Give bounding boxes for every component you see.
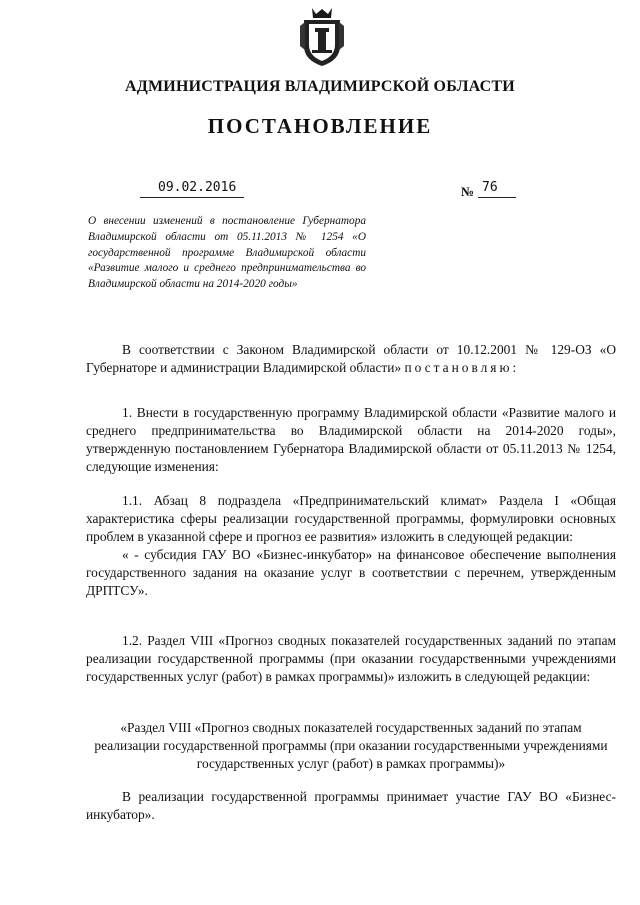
quoted-section-title: «Раздел VIII «Прогноз сводных показателей государственных заданий по этапам реализации государственной программы (при оказании государственными учреждениями государственных услуг (работ) в рамках программы)» (94, 720, 608, 771)
item-1-2-text: 1.2. Раздел VIII «Прогноз сводных показателей государственных заданий по этапам реализации государственной программы (при оказании государственными учреждениями государственных услуг (работ) в рамках программы)» изложить в следующей редакции: (86, 633, 616, 684)
item-1-1-text: 1.1. Абзац 8 подраздела «Предпринимательский климат» Раздела I «Общая характеристика сферы реализации государственной программы, формулировки основных проблем в указанной сфере и прогноз ее развития» изложить в следующей редакции: (86, 493, 616, 544)
document-date: 09.02.2016 (140, 180, 244, 198)
document-number: 76 (478, 180, 516, 198)
item-1-1 (86, 492, 616, 600)
preamble-text: В соответствии с Законом Владимирской области от 10.12.2001 № 129-ОЗ «О Губернаторе и администрации Владимирской области» (86, 342, 616, 375)
item-1-text: 1. Внести в государственную программу Владимирской области «Развитие малого и среднего предпринимательства во Владимирской области на 2014-2020 годы», утвержденную постановлением Губернатора Владимирской области от 05.11.2013 № 1254, следующие изменения: (86, 405, 616, 474)
document-number-label: № (461, 184, 475, 199)
closing-paragraph (86, 788, 616, 824)
item-1 (86, 404, 616, 476)
preamble (86, 341, 616, 377)
preamble-decision: постановляю: (404, 360, 520, 375)
document-subject: О внесении изменений в постановление Губернатора Владимирской области от 05.11.2013 № 1254 «О государственной программе Владимирской области «Развитие малого и среднего предпринимательства во Владимирской области на 2014-2020 годы» (88, 215, 366, 291)
item-1-1-new-text: « - субсидия ГАУ ВО «Бизнес-инкубатор» на финансовое обеспечение выполнения государственного задания на оказание услуг в соответствии с перечнем, утвержденным ДРПТСУ». (86, 547, 616, 598)
item-1-2 (86, 632, 616, 686)
document-type: ПОСТАНОВЛЕНИЕ (207, 114, 433, 138)
closing-text: В реализации государственной программы принимает участие ГАУ ВО «Бизнес-инкубатор». (86, 789, 616, 822)
coat-of-arms-emblem (298, 6, 346, 68)
agency-name: АДМИНИСТРАЦИЯ ВЛАДИМИРСКОЙ ОБЛАСТИ (125, 78, 515, 95)
